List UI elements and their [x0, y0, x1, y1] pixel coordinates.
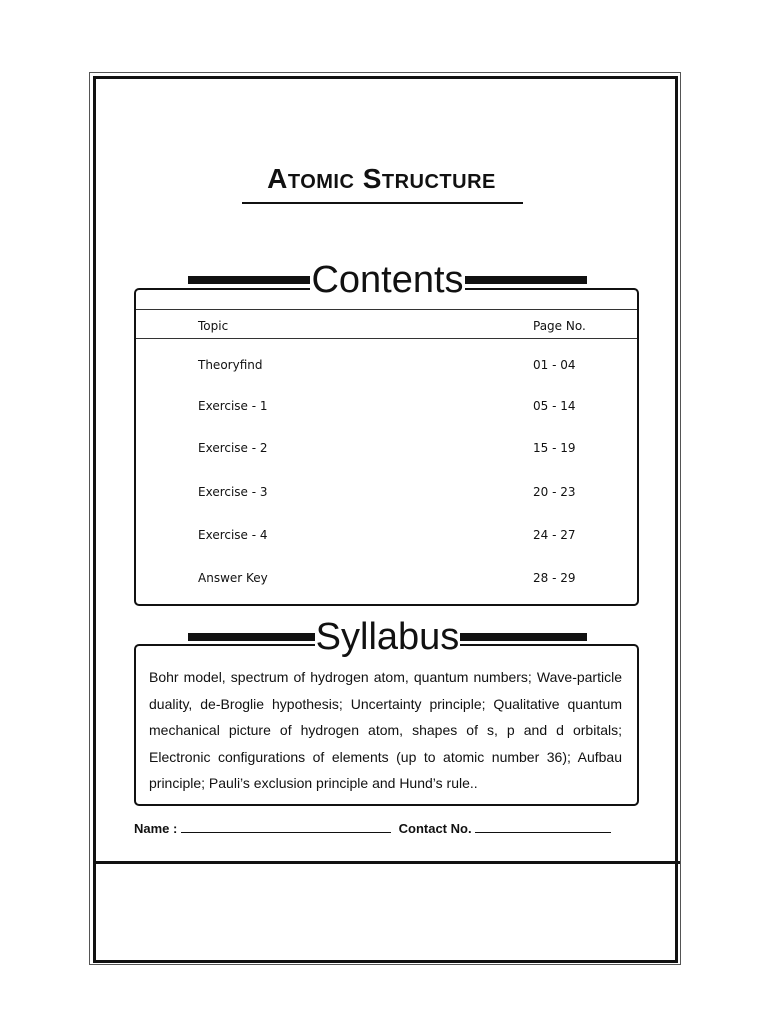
table-row-topic: Exercise - 3: [198, 485, 268, 499]
table-row-topic: Theoryfind: [198, 358, 263, 372]
contents-heading-text: Contents: [311, 259, 464, 301]
heading-bar-left: [188, 633, 315, 641]
column-header-page: Page No.: [533, 319, 586, 333]
table-header-rule: [136, 338, 637, 339]
table-row-page: 15 - 19: [533, 441, 576, 455]
student-form-line: [134, 820, 634, 838]
table-top-rule: [136, 309, 637, 310]
table-row-page: 24 - 27: [533, 528, 576, 542]
contact-blank: [475, 820, 611, 833]
heading-bar-left: [188, 276, 310, 284]
syllabus-heading-text: Syllabus: [315, 616, 460, 658]
table-row-page: 28 - 29: [533, 571, 576, 585]
table-row-topic: Exercise - 2: [198, 441, 268, 455]
contact-label: Contact No.: [398, 821, 472, 836]
syllabus-text: Bohr model, spectrum of hydrogen atom, quantum numbers; Wave-particle duality, de-Broglie hypothesis; Uncertainty principle; Qualitative quantum mechanical picture of hydrogen atom, shapes of s, p and d orbitals; Electronic configurations of elements (up to atomic number 36); Aufbau principle; Pauli’s exclusion principle and Hund’s rule..: [149, 669, 622, 791]
name-blank: [181, 820, 391, 833]
table-row-page: 05 - 14: [533, 399, 576, 413]
name-label: Name :: [134, 821, 178, 836]
heading-bar-right: [460, 633, 587, 641]
contents-heading: [180, 260, 595, 300]
bottom-divider: [93, 861, 680, 864]
table-row-page: 01 - 04: [533, 358, 576, 372]
table-row-topic: Answer Key: [198, 571, 268, 585]
syllabus-heading: [180, 617, 595, 657]
table-row-topic: Exercise - 4: [198, 528, 268, 542]
document-title: Atomic Structure: [267, 163, 496, 194]
heading-bar-right: [465, 276, 587, 284]
column-header-topic: Topic: [198, 319, 229, 333]
table-row-topic: Exercise - 1: [198, 399, 268, 413]
title-underline: [242, 202, 523, 204]
table-row-page: 20 - 23: [533, 485, 576, 499]
